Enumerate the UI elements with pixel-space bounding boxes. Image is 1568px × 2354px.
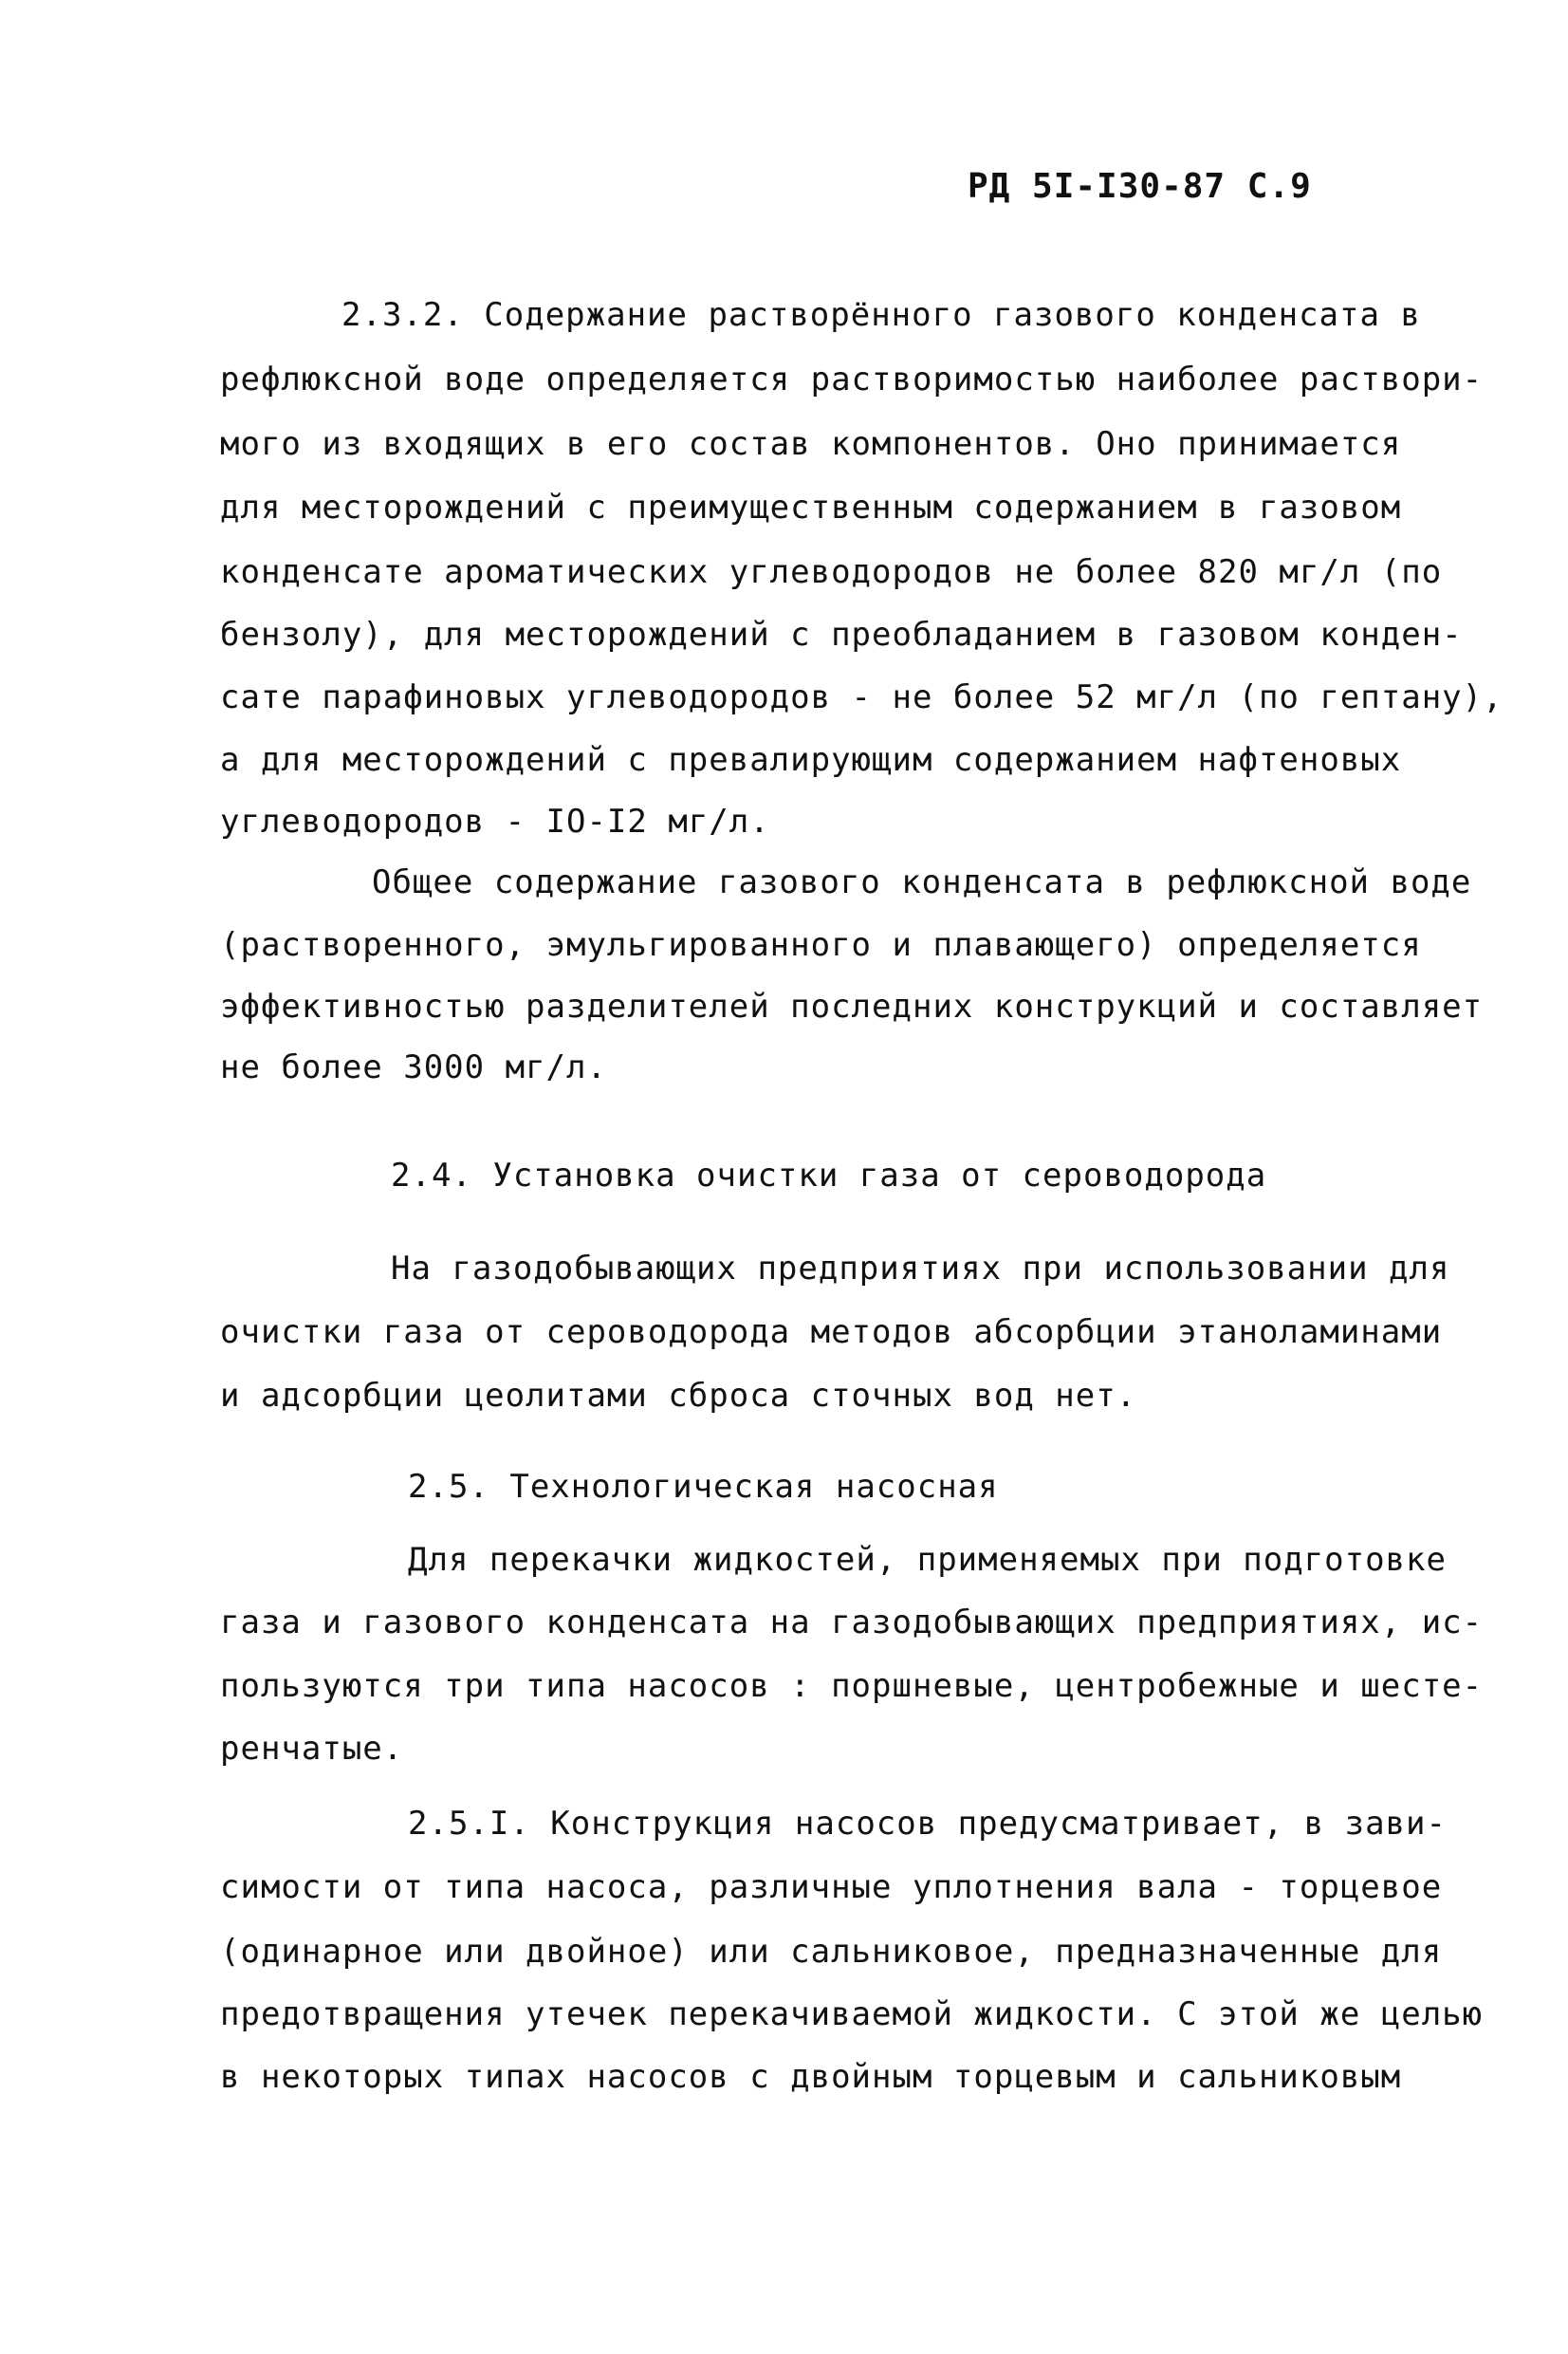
text-line: пользуются три типа насосов : поршневые, центробежные и шесте- <box>220 1667 1484 1705</box>
text-line: ренчатые. <box>220 1730 404 1768</box>
text-line: Для перекачки жидкостей, применяемых при подготовке <box>408 1541 1447 1579</box>
text-line: углеводородов - IO-I2 мг/л. <box>220 803 770 841</box>
text-line: газа и газового конденсата на газодобывающих предприятиях, ис- <box>220 1603 1484 1641</box>
text-line: конденсате ароматических углеводородов не более 820 мг/л (по <box>220 553 1443 591</box>
text-line: для месторождений с преимущественным содержанием в газовом <box>220 489 1402 527</box>
text-line: мого из входящих в его состав компонентов. Оно принимается <box>220 425 1402 463</box>
text-line: сате парафиновых углеводородов - не более 52 мг/л (по гептану), <box>220 678 1503 716</box>
text-line: очистки газа от сероводорода методов абсорбции этаноламинами <box>220 1313 1443 1351</box>
text-line: На газодобывающих предприятиях при использовании для <box>391 1250 1450 1288</box>
text-line: бензолу), для месторождений с преобладанием в газовом конден- <box>220 616 1463 654</box>
text-line: 2.5.I. Конструкция насосов предусматривает, в зави- <box>408 1805 1447 1843</box>
text-line: (растворенного, эмульгированного и плавающего) определяется <box>220 926 1422 964</box>
text-line: а для месторождений с превалирующим содержанием нафтеновых <box>220 741 1402 779</box>
text-line: не более 3000 мг/л. <box>220 1048 607 1086</box>
text-line: Общее содержание газового конденсата в рефлюксной воде <box>372 863 1472 901</box>
text-line: рефлюксной воде определяется растворимостью наиболее раствори- <box>220 361 1484 399</box>
section-heading: 2.4. Установка очистки газа от сероводорода <box>391 1157 1267 1195</box>
text-line: (одинарное или двойное) или сальниковое, предназначенные для <box>220 1933 1443 1971</box>
text-line: 2.3.2. Содержание растворённого газового конденсата в <box>341 296 1421 334</box>
text-line: и адсорбции цеолитами сброса сточных вод нет. <box>220 1377 1137 1415</box>
text-line: симости от типа насоса, различные уплотнения вала - торцевое <box>220 1868 1443 1906</box>
text-line: эффективностью разделителей последних конструкций и составляет <box>220 988 1484 1026</box>
document-reference-header: РД 5I-I30-87 С.9 <box>968 167 1312 206</box>
section-heading: 2.5. Технологическая насосная <box>408 1468 999 1506</box>
text-line: в некоторых типах насосов с двойным торцевым и сальниковым <box>220 2058 1402 2096</box>
text-line: предотвращения утечек перекачиваемой жидкости. С этой же целью <box>220 1995 1484 2033</box>
